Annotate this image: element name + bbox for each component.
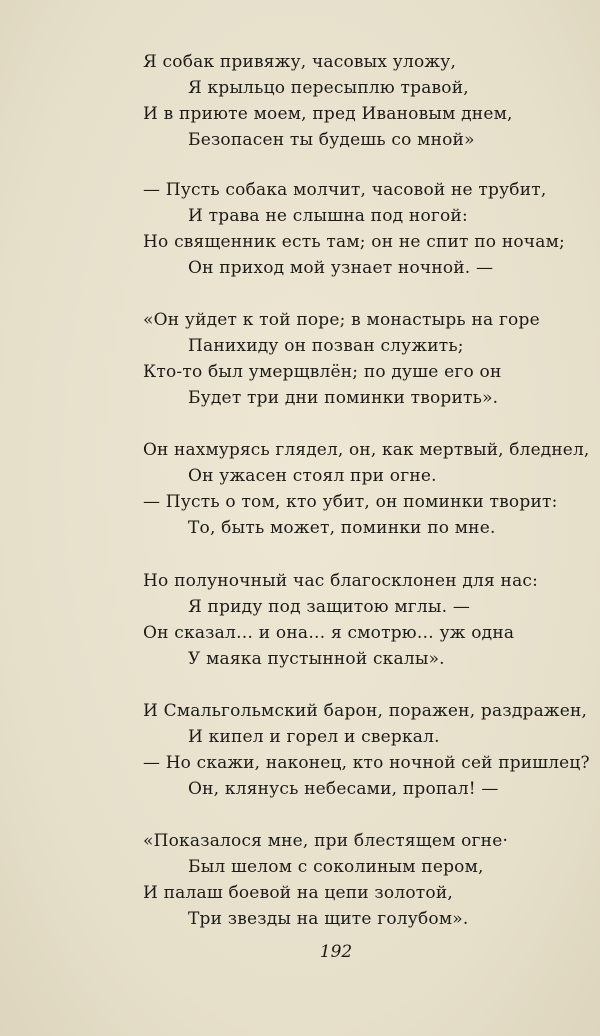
poem-line: Я приду под защитою мглы. — [188, 597, 471, 617]
poem-line: — Пусть о том, кто убит, он поминки творит: [143, 492, 558, 512]
poem-line: — Пусть собака молчит, часовой не трубит, [143, 180, 547, 200]
poem-line: Я собак привяжу, часовых уложу, [143, 52, 457, 72]
poem-line: Я крыльцо пересыплю травой, [188, 78, 469, 98]
poem-line: Панихиду он позван служить; [188, 336, 464, 356]
poem-line: И кипел и горел и сверкал. [188, 727, 440, 747]
poem-line: Но священник есть там; он не спит по ночам; [143, 232, 565, 252]
poem-line: То, быть может, поминки по мне. [188, 518, 496, 538]
poem-line: У маяка пустынной скалы». [188, 649, 445, 669]
poem-line: Он нахмурясь глядел, он, как мертвый, бледнел, [143, 440, 590, 460]
poem-line: «Показалося мне, при блестящем огне· [143, 831, 509, 851]
poem-line: И трава не слышна под ногой: [188, 206, 468, 226]
poem-line: Безопасен ты будешь со мной» [188, 130, 475, 150]
poem-line: И Смальгольмский барон, поражен, раздражен, [143, 701, 588, 721]
poem-line: «Он уйдет к той поре; в монастырь на горе [143, 310, 540, 330]
page-number: 192 [319, 942, 353, 962]
poem-line: Три звезды на щите голубом». [188, 909, 469, 929]
poem-line: Он приход мой узнает ночной. — [188, 258, 494, 278]
poem-line: Но полуночный час благосклонен для нас: [143, 571, 539, 591]
poem-line: И в приюте моем, пред Ивановым днем, [143, 104, 513, 124]
poem-line: И палаш боевой на цепи золотой, [143, 883, 453, 903]
poem-line: Будет три дни поминки творить». [188, 388, 499, 408]
poem-line: Кто-то был умерщвлён; по душе его он [143, 362, 502, 382]
poem-line: Был шелом с соколиным пером, [188, 857, 484, 877]
poem-line: Он, клянусь небесами, пропал! — [188, 779, 499, 799]
poem-line: — Но скажи, наконец, кто ночной сей пришлец? [143, 753, 590, 773]
poem-line: Он сказал… и она… я смотрю… уж одна [143, 623, 515, 643]
poem-line: Он ужасен стоял при огне. [188, 466, 437, 486]
